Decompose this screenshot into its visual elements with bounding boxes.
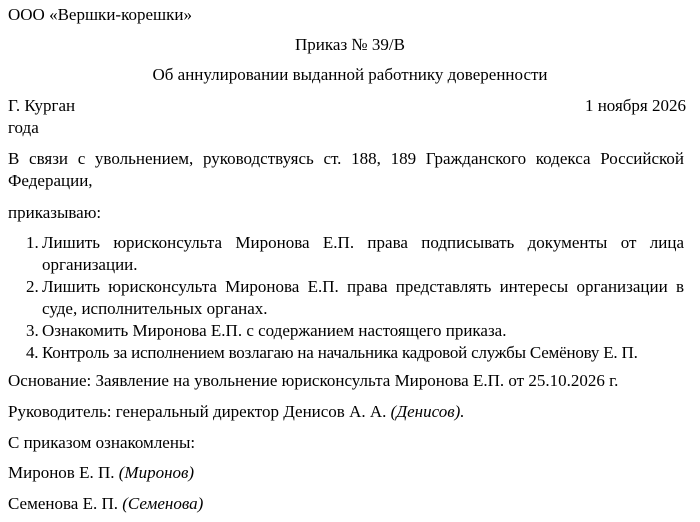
list-item — [26, 276, 684, 320]
head-signature: (Денисов). — [390, 402, 465, 421]
list-item-text: Лишить юрисконсульта Миронова Е.П. права подписывать документы от лица организации. — [42, 233, 684, 274]
head-signature-line — [8, 401, 465, 423]
order-subject: Об аннулировании выданной работнику доверенности — [152, 65, 548, 84]
employee-name: Семенова Е. П. — [8, 494, 119, 513]
list-item — [26, 232, 684, 276]
list-item-text: Ознакомить Миронова Е.П. с содержанием настоящего приказа. — [42, 321, 507, 340]
list-item-number: 2. — [26, 277, 39, 296]
head-title: Руководитель: генеральный директор Денисов А. А. — [8, 402, 387, 421]
preamble: В связи с увольнением, руководствуясь ст. 188, 189 Гражданского кодекса Российской Федерации, — [8, 149, 684, 190]
basis-line: Основание: Заявление на увольнение юрисконсульта Миронова Е.П. от 25.10.2026 г. — [8, 371, 619, 390]
organization-name: ООО «Вершки-корешки» — [8, 5, 192, 24]
list-item — [26, 320, 684, 342]
orders-word: приказываю: — [8, 203, 102, 222]
order-title: Приказ № 39/В — [295, 35, 405, 54]
year-word: года — [8, 118, 39, 137]
list-item-number: 4. — [26, 343, 39, 362]
list-item — [26, 342, 684, 364]
city: Г. Курган — [8, 96, 76, 115]
list-item-number: 3. — [26, 321, 39, 340]
list-item-text: Контроль за исполнением возлагаю на начальника кадровой службы Семёнову Е. П. — [42, 343, 638, 362]
order-items-list — [0, 232, 684, 364]
employee-signature-line — [8, 462, 194, 484]
employee-name: Миронов Е. П. — [8, 463, 115, 482]
list-item-text: Лишить юрисконсульта Миронова Е.П. права представлять интересы организации в суде, исполнительных органах. — [42, 277, 684, 318]
list-item-number: 1. — [26, 233, 39, 252]
employee-signature-line — [8, 493, 203, 515]
acquainted-heading: С приказом ознакомлены: — [8, 433, 196, 452]
employee-signature: (Семенова) — [122, 494, 204, 513]
employee-signature: (Миронов) — [118, 463, 195, 482]
order-date: 1 ноября 2026 — [584, 96, 686, 115]
